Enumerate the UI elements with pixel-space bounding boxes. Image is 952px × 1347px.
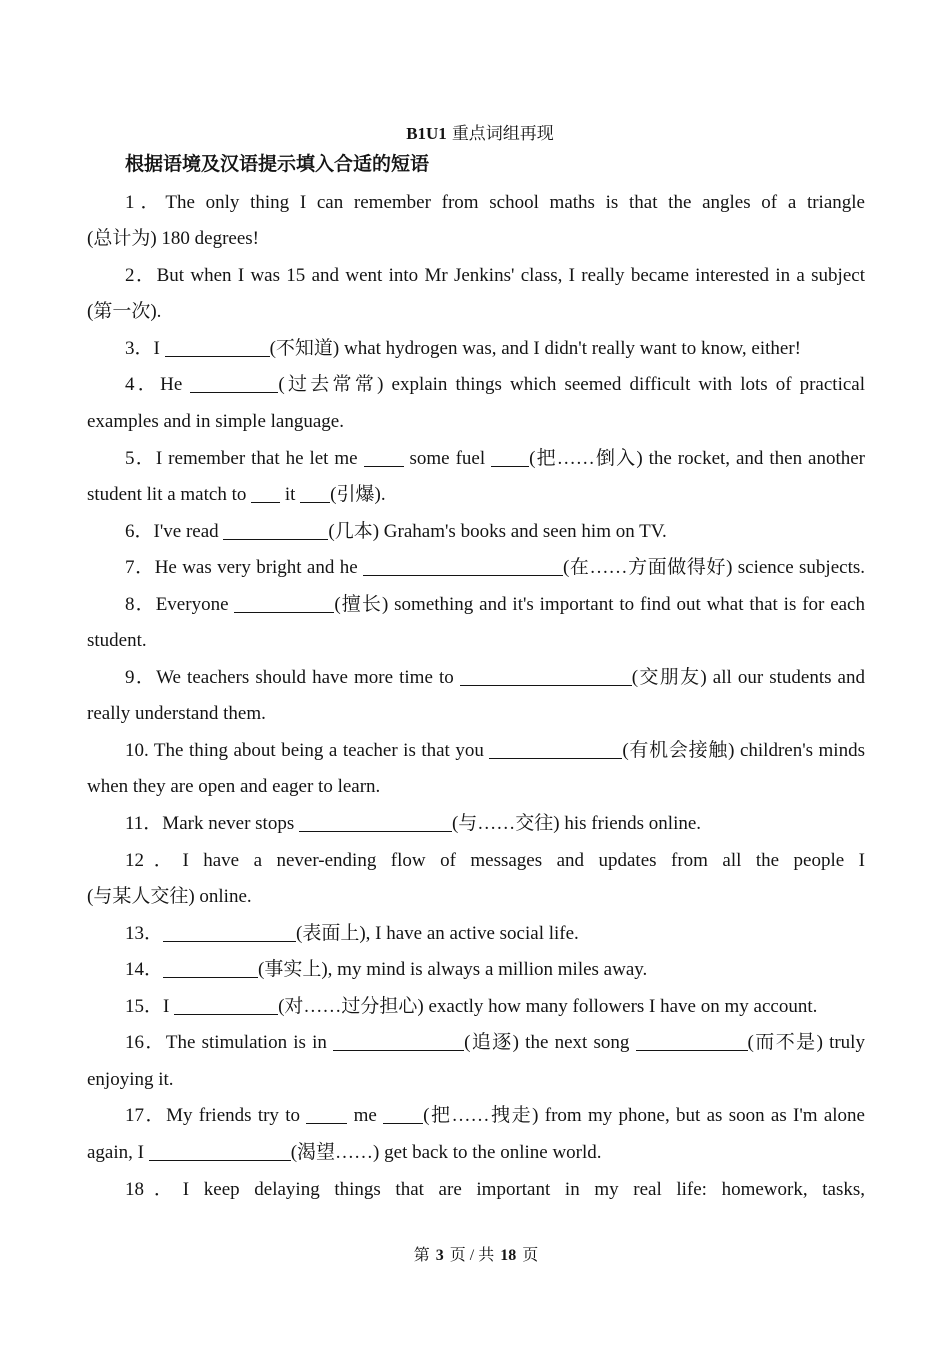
exercise-item-16 (87, 1025, 865, 1098)
answer-blank (383, 1123, 423, 1124)
answer-blank (299, 831, 452, 832)
item-text: (有机会接触) children's minds (622, 739, 865, 761)
item-text: The thing about being a teacher is that you (148, 739, 490, 761)
exercise-item-2 (87, 258, 865, 331)
item-text: (与某人交往) online. (87, 886, 252, 908)
item-line (87, 696, 865, 733)
answer-blank (333, 1050, 464, 1051)
item-line (87, 733, 865, 770)
item-text: again, I (87, 1141, 149, 1163)
exercise-item-7 (87, 550, 865, 587)
item-line (87, 550, 865, 587)
item-line (87, 806, 865, 843)
item-line (87, 477, 865, 514)
item-text: (在……方面做得好) science subjects. (563, 557, 865, 579)
answer-blank (174, 1014, 278, 1015)
item-text: (渴望……) get back to the online world. (290, 1141, 602, 1163)
item-text: Everyone (155, 593, 235, 615)
footer-label-after: 页 (522, 1247, 539, 1264)
item-number: 10. (125, 739, 149, 761)
item-text: (擅长) something and it's important to find out what that is for each (334, 593, 865, 615)
answer-blank (364, 466, 404, 467)
answer-blank (223, 539, 328, 540)
item-number: 5． (125, 447, 156, 469)
item-number: 2． (125, 264, 157, 286)
item-text: I (163, 995, 175, 1017)
item-text: (不知道) what hydrogen was, and I didn't really want to know, either! (269, 337, 802, 359)
item-line (87, 367, 865, 404)
item-text: We teachers should have more time to (156, 666, 460, 688)
answer-blank (234, 612, 334, 613)
item-number: 1． (125, 191, 166, 213)
item-text: (几本) Graham's books and seen him on TV. (328, 520, 667, 542)
item-line (87, 1135, 865, 1172)
item-line (87, 221, 865, 258)
item-line (87, 587, 865, 624)
exercise-item-10 (87, 733, 865, 806)
answer-blank (489, 758, 622, 759)
exercise-item-18 (87, 1172, 865, 1209)
item-text: (事实上), my mind is always a million miles away. (258, 959, 648, 981)
answer-blank (149, 1160, 291, 1161)
current-page-number: 3 (435, 1247, 444, 1264)
answer-blank (363, 575, 563, 576)
item-text: He (160, 374, 191, 396)
answer-blank (190, 392, 278, 393)
item-text: (把……拽走) from my phone, but as soon as I'm alone (423, 1105, 865, 1127)
exercise-item-8 (87, 587, 865, 660)
exercise-item-6 (87, 514, 865, 551)
item-line (87, 660, 865, 697)
item-number: 17． (125, 1105, 167, 1127)
item-line (87, 879, 865, 916)
item-line (87, 258, 865, 295)
item-line (87, 843, 865, 880)
item-text: (引爆). (330, 484, 386, 506)
exercise-item-15 (87, 989, 865, 1026)
title-text: 重点词组再现 (451, 124, 554, 143)
exercise-item-11 (87, 806, 865, 843)
item-number: 6． (125, 520, 154, 542)
exercise-item-12 (87, 843, 865, 916)
exercise-list (87, 185, 865, 1208)
item-number: 14． (125, 959, 164, 981)
exercise-item-5 (87, 441, 865, 514)
page-title (87, 121, 865, 147)
item-text: But when I was 15 and went into Mr Jenkins' class, I really became interested in a subject (156, 264, 865, 286)
item-number: 11． (125, 813, 163, 835)
item-text: (追逐) the next song (464, 1032, 636, 1054)
answer-blank (165, 356, 270, 357)
item-number: 15． (125, 995, 164, 1017)
item-line (87, 1172, 865, 1209)
exercise-item-17 (87, 1098, 865, 1171)
footer-label-middle: 页 / 共 (449, 1247, 495, 1264)
item-number: 9． (125, 666, 157, 688)
footer-label-before: 第 (413, 1247, 430, 1264)
item-line (87, 952, 865, 989)
item-text: (把……倒入) the rocket, and then another (529, 447, 865, 469)
answer-blank (636, 1050, 748, 1051)
worksheet-content (87, 121, 865, 1208)
item-line (87, 514, 865, 551)
answer-blank (491, 466, 529, 467)
exercise-item-4 (87, 367, 865, 440)
item-text: I've read (153, 520, 224, 542)
item-line (87, 294, 865, 331)
exercise-item-13 (87, 916, 865, 953)
item-number: 8． (125, 593, 156, 615)
item-text: student lit a match to (87, 484, 252, 506)
item-text: (表面上), I have an active social life. (296, 922, 579, 944)
item-line (87, 404, 865, 441)
item-text: (对……过分担心) exactly how many followers I have on my account. (278, 995, 818, 1017)
item-text: He was very bright and he (154, 557, 363, 579)
item-text: student. (87, 630, 147, 652)
item-text: me (347, 1105, 384, 1127)
answer-blank (306, 1123, 347, 1124)
item-text: (而不是) truly (747, 1032, 865, 1054)
item-text: (与……交往) his friends online. (451, 813, 702, 835)
item-line (87, 441, 865, 478)
item-line (87, 1098, 865, 1135)
item-text: (交朋友) all our students and (631, 666, 865, 688)
answer-blank (300, 502, 330, 503)
instruction-text: 根据语境及汉语提示填入合适的短语 (125, 154, 430, 175)
item-number: 7． (125, 557, 155, 579)
answer-blank (163, 941, 296, 942)
item-text: when they are open and eager to learn. (87, 776, 381, 798)
item-text: I (153, 337, 165, 359)
item-number: 16． (125, 1032, 166, 1054)
item-line (87, 769, 865, 806)
page-footer (0, 1244, 952, 1268)
item-line (87, 1062, 865, 1099)
item-line (87, 331, 865, 368)
item-text: I have a never-ending flow of messages and updates from all the people I (182, 849, 865, 871)
exercise-item-9 (87, 660, 865, 733)
item-text: (第一次). (87, 301, 162, 323)
item-number: 12． (125, 849, 183, 871)
item-text: I remember that he let me (155, 447, 364, 469)
item-text: some fuel (403, 447, 492, 469)
item-line (87, 623, 865, 660)
item-text: really understand them. (87, 703, 266, 725)
item-text: My friends try to (166, 1105, 307, 1127)
item-line (87, 1025, 865, 1062)
item-text: I keep delaying things that are important in my real life: homework, tasks, (182, 1178, 865, 1200)
exercise-item-3 (87, 331, 865, 368)
unit-code: B1U1 (406, 124, 447, 143)
item-number: 13． (125, 922, 164, 944)
answer-blank (460, 685, 632, 686)
item-text: it (280, 484, 301, 506)
item-line (87, 916, 865, 953)
item-text: The stimulation is in (165, 1032, 334, 1054)
item-number: 4． (125, 374, 161, 396)
answer-blank (163, 977, 258, 978)
item-text: Mark never stops (162, 813, 299, 835)
item-text: The only thing I can remember from school maths is that the angles of a triangle (165, 191, 865, 213)
answer-blank (251, 502, 280, 503)
item-number: 18． (125, 1178, 183, 1200)
total-page-count: 18 (500, 1247, 517, 1264)
item-text: examples and in simple language. (87, 411, 344, 433)
exercise-item-14 (87, 952, 865, 989)
exercise-item-1 (87, 185, 865, 258)
item-text: (过去常常) explain things which seemed difficult with lots of practical (278, 374, 865, 396)
item-text: (总计为) 180 degrees! (87, 228, 260, 250)
item-text: enjoying it. (87, 1068, 174, 1090)
item-line (87, 185, 865, 222)
item-number: 3． (125, 337, 154, 359)
item-line (87, 989, 865, 1026)
